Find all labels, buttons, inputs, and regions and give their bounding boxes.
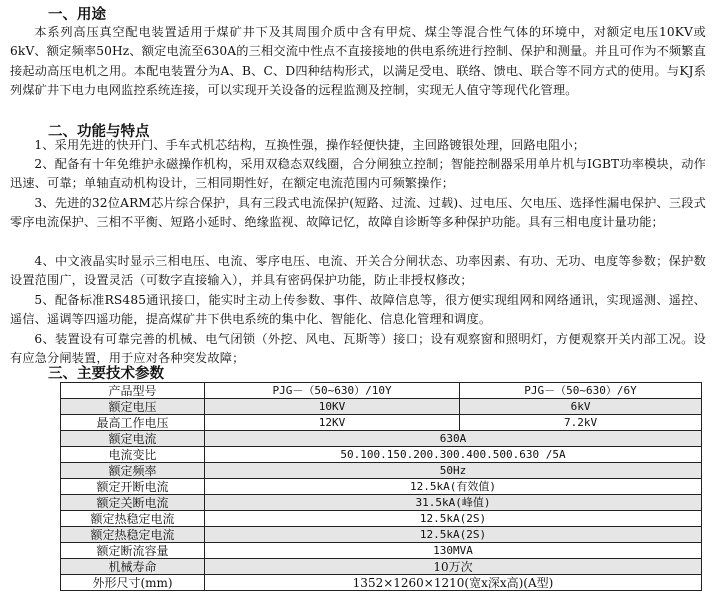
spec-value: 12.5kA(2S) [205, 511, 702, 527]
spec-label: 额定电压 [61, 399, 205, 415]
model-10kv: PJG－（50~630）/10Y [205, 383, 460, 399]
feature-item-4: 4、中文液晶实时显示三相电压、电流、零序电压、电流、开关合分闸状态、功率因素、有功、无功、电度等参数；保护数设置范围广，设置灵活（可数字直接输入），并具有密码保护功能，防止非授权修改； [10, 254, 706, 288]
spec-label: 产品型号 [61, 383, 205, 399]
spec-label: 额定电流 [61, 431, 205, 447]
spec-label: 额定频率 [61, 463, 205, 479]
section-title-usage: 一、用途 [48, 7, 106, 23]
spec-label: 电流变比 [61, 447, 205, 463]
section-title-specs: 三、主要技术参数 [48, 366, 164, 382]
spec-table [60, 382, 702, 591]
spec-value: 50Hz [205, 463, 702, 479]
section-title-features: 二、功能与特点 [48, 124, 150, 140]
spec-label: 额定热稳定电流 [61, 511, 205, 527]
spec-row [61, 399, 702, 415]
spec-value: 130MVA [205, 543, 702, 559]
spec-row [61, 527, 702, 543]
spec-value: 7.2kV [460, 415, 702, 431]
spec-row [61, 575, 702, 591]
spec-value: 1352×1260×1210(宽x深x高)(A型) [205, 575, 702, 591]
spec-label: 外形尺寸(mm) [61, 575, 205, 591]
spec-row [61, 559, 702, 575]
spec-row [61, 543, 702, 559]
spec-value: 6kV [460, 399, 702, 415]
spec-row [61, 431, 702, 447]
model-6kv: PJG－（50~630）/6Y [460, 383, 702, 399]
feature-item-6: 6、装置设有可靠完善的机械、电气闭锁（外挖、风电、瓦斯等）接口；设有观察窗和照明灯，方便观察开关内部工况。设有应急分闸装置，用于应对各种突发故障； [10, 332, 706, 366]
spec-row [61, 495, 702, 511]
spec-value: 12.5kA(有效值) [205, 479, 702, 495]
spec-row [61, 463, 702, 479]
spec-value: 12.5kA(2S) [205, 527, 702, 543]
spec-value: 31.5kA(峰值) [205, 495, 702, 511]
feature-item-3: 3、先进的32位ARM芯片综合保护，具有三段式电流保护(短路、过流、过载)、过电压、欠电压、选择性漏电保护、三段式零序电流保护、三相不平衡、短路小延时、绝缘监视、故障记忆，故障自诊断等多种保护功能。具有三相电度计量功能； [10, 196, 706, 230]
spec-row [61, 479, 702, 495]
spec-value: 12KV [205, 415, 460, 431]
spec-label: 额定热稳定电流 [61, 527, 205, 543]
spec-value: 10KV [205, 399, 460, 415]
spec-label: 最高工作电压 [61, 415, 205, 431]
usage-paragraph: 本系列高压真空配电装置适用于煤矿井下及其周围介质中含有甲烷、煤尘等混合性气体的环境中，对额定电压10KV或6kV、额定频率50Hz、额定电流至630A的三相交流中性点不直接接地的供电系统进行控制、保护和测量。并且可作为不频繁直接起动高压电机之用。本配电装置分为A、B、C、D四种结构形式，以满足受电、联络、馈电、联合等不同方式的使用。与KJ系列煤矿井下电力电网监控系统连接，可以实现开关设备的远程监测及控制，实现无人值守等现代化管理。 [10, 25, 706, 97]
feature-item-2: 2、配备有十年免维护永磁操作机构，采用双稳态双线圈，合分闸独立控制；智能控制器采用单片机与IGBT功率模块，动作迅速、可靠；单轴直动机构设计，三相同期性好，在额定电流范围内可频繁操作； [10, 157, 706, 191]
spec-label: 额定开断电流 [61, 479, 205, 495]
spec-label: 额定关断电流 [61, 495, 205, 511]
spec-value: 10万次 [205, 559, 702, 575]
spec-header-row [61, 383, 702, 399]
spec-row [61, 415, 702, 431]
feature-item-5: 5、配备标准RS485通讯接口，能实时主动上传参数、事件、故障信息等，很方便实现组网和网络通讯，实现遥测、遥控、遥信、遥调等四遥功能，提高煤矿井下供电系统的集中化、智能化、信息化管理和调度。 [10, 293, 706, 327]
spec-label: 机械寿命 [61, 559, 205, 575]
spec-value: 50.100.150.200.300.400.500.630 /5A [205, 447, 702, 463]
feature-item-1: 1、采用先进的快开门、手车式机芯结构，互换性强，操作轻便快捷，主回路镀银处理，回路电阻小； [34, 138, 586, 152]
spec-row [61, 447, 702, 463]
spec-row [61, 511, 702, 527]
spec-label: 额定断流容量 [61, 543, 205, 559]
spec-value: 630A [205, 431, 702, 447]
